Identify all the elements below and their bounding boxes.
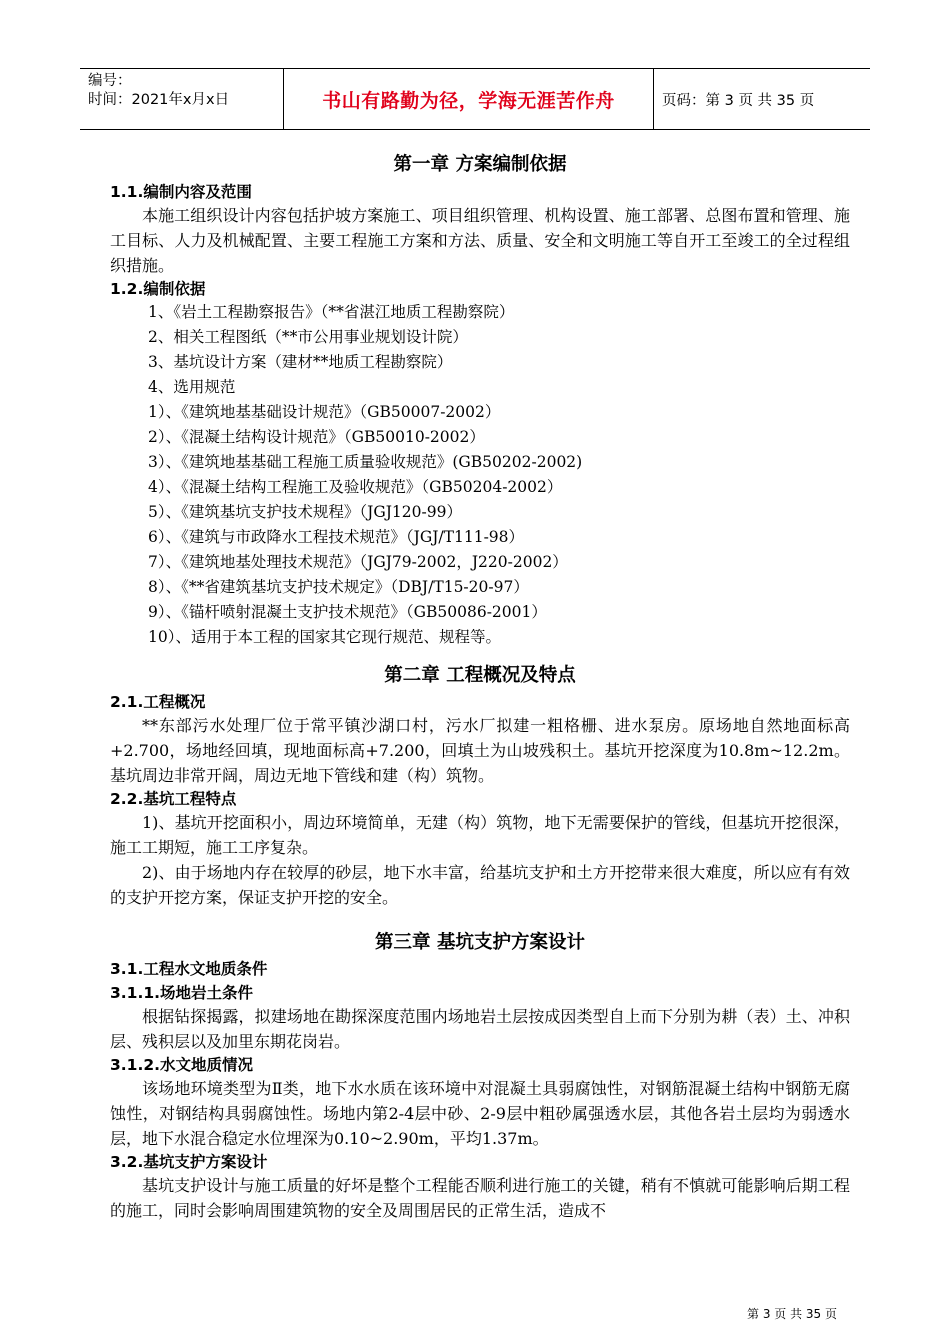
chapter-1-title: 第一章 方案编制依据 [393, 154, 567, 175]
page-footer: 第 3 页 共 35 页 [747, 1307, 837, 1321]
section-1-1-title: 1.1.编制内容及范围 [110, 183, 252, 201]
doc-time-label: 时间：2021年x月x日 [88, 92, 230, 108]
chapter-3-title: 第三章 基坑支护方案设计 [375, 932, 585, 953]
section-3-1-1-title: 3.1.1.场地岩土条件 [110, 984, 254, 1002]
section-2-2-title: 2.2.基坑工程特点 [110, 790, 237, 808]
reference-list [110, 300, 850, 650]
reference-item: 1、《岩土工程勘察报告》（**省湛江地质工程勘察院） [148, 303, 515, 321]
reference-item: 9）、《锚杆喷射混凝土支护技术规范》（GB50086-2001） [148, 603, 547, 621]
header-page-label: 页码：第 3 页 共 35 页 [662, 92, 815, 109]
section-1-1-paragraph: 本施工组织设计内容包括护坡方案施工、项目组织管理、机构设置、施工部署、总图布置和管理、施工目标、人力及机械配置、主要工程施工方案和方法、质量、安全和文明施工等自开工至竣工的全过程组织措施。 [110, 206, 850, 275]
chapter-2-title: 第二章 工程概况及特点 [384, 665, 576, 686]
reference-item: 6）、《建筑与市政降水工程技术规范》（JGJ/T111-98） [148, 528, 525, 546]
header-motto: 书山有路勤为径，学海无涯苦作舟 [283, 69, 654, 129]
reference-item: 2、相关工程图纸（**市公用事业规划设计院） [148, 328, 468, 346]
reference-item: 5）、《建筑基坑支护技术规程》（JGJ120-99） [148, 503, 462, 521]
section-2-2-paragraph-2: 2)、由于场地内存在较厚的砂层，地下水丰富，给基坑支护和土方开挖带来很大难度，所以应有有效的支护开挖方案，保证支护开挖的安全。 [110, 863, 850, 907]
section-2-1-title: 2.1.工程概况 [110, 693, 206, 711]
document-body [110, 150, 850, 1223]
reference-item: 2）、《混凝土结构设计规范》（GB50010-2002） [148, 428, 485, 446]
reference-item: 1）、《建筑地基基础设计规范》（GB50007-2002） [148, 403, 501, 421]
section-3-1-2-title: 3.1.2.水文地质情况 [110, 1056, 254, 1074]
reference-item: 4、选用规范 [148, 378, 236, 396]
reference-item: 7）、《建筑地基处理技术规范》（JGJ79-2002，J220-2002） [148, 553, 568, 571]
section-2-1-paragraph: **东部污水处理厂位于常平镇沙湖口村，污水厂拟建一粗格栅、进水泵房。原场地自然地面标高+2.700，场地经回填，现地面标高+7.200，回填土为山坡残积土。基坑开挖深度为10.8m~12.2m。基坑周边非常开阔，周边无地下管线和建（构）筑物。 [110, 716, 850, 785]
header-meta [88, 72, 283, 110]
section-3-2-paragraph: 基坑支护设计与施工质量的好坏是整个工程能否顺利进行施工的关键，稍有不慎就可能影响后期工程的施工，同时会影响周围建筑物的安全及周围居民的正常生活，造成不 [110, 1176, 850, 1220]
section-3-1-title: 3.1.工程水文地质条件 [110, 960, 268, 978]
reference-item: 4）、《混凝土结构工程施工及验收规范》（GB50204-2002） [148, 478, 563, 496]
section-3-1-1-paragraph: 根据钻探揭露，拟建场地在勘探深度范围内场地岩土层按成因类型自上而下分别为耕（表）土、冲积层、残积层以及加里东期花岗岩。 [110, 1007, 850, 1051]
reference-item: 8）、《**省建筑基坑支护技术规定》（DBJ/T15-20-97） [148, 578, 529, 596]
page-header [80, 68, 870, 130]
section-3-1-2-paragraph: 该场地环境类型为Ⅱ类，地下水水质在该环境中对混凝土具弱腐蚀性，对钢筋混凝土结构中钢筋无腐蚀性，对钢结构具弱腐蚀性。场地内第2-4层中砂、2-9层中粗砂属强透水层，其他各岩土层均为弱透水层，地下水混合稳定水位埋深为0.10~2.90m，平均1.37m。 [110, 1079, 850, 1148]
reference-item: 10）、适用于本工程的国家其它现行规范、规程等。 [148, 628, 501, 646]
reference-item: 3）、《建筑地基基础工程施工质量验收规范》(GB50202-2002) [148, 453, 583, 471]
section-2-2-paragraph-1: 1)、基坑开挖面积小，周边环境简单，无建（构）筑物，地下无需要保护的管线，但基坑开挖很深，施工工期短，施工工序复杂。 [110, 813, 850, 857]
reference-item: 3、基坑设计方案（建材**地质工程勘察院） [148, 353, 453, 371]
section-1-2-title: 1.2.编制依据 [110, 280, 206, 298]
doc-number-label: 编号： [88, 73, 132, 89]
section-3-2-title: 3.2.基坑支护方案设计 [110, 1153, 268, 1171]
